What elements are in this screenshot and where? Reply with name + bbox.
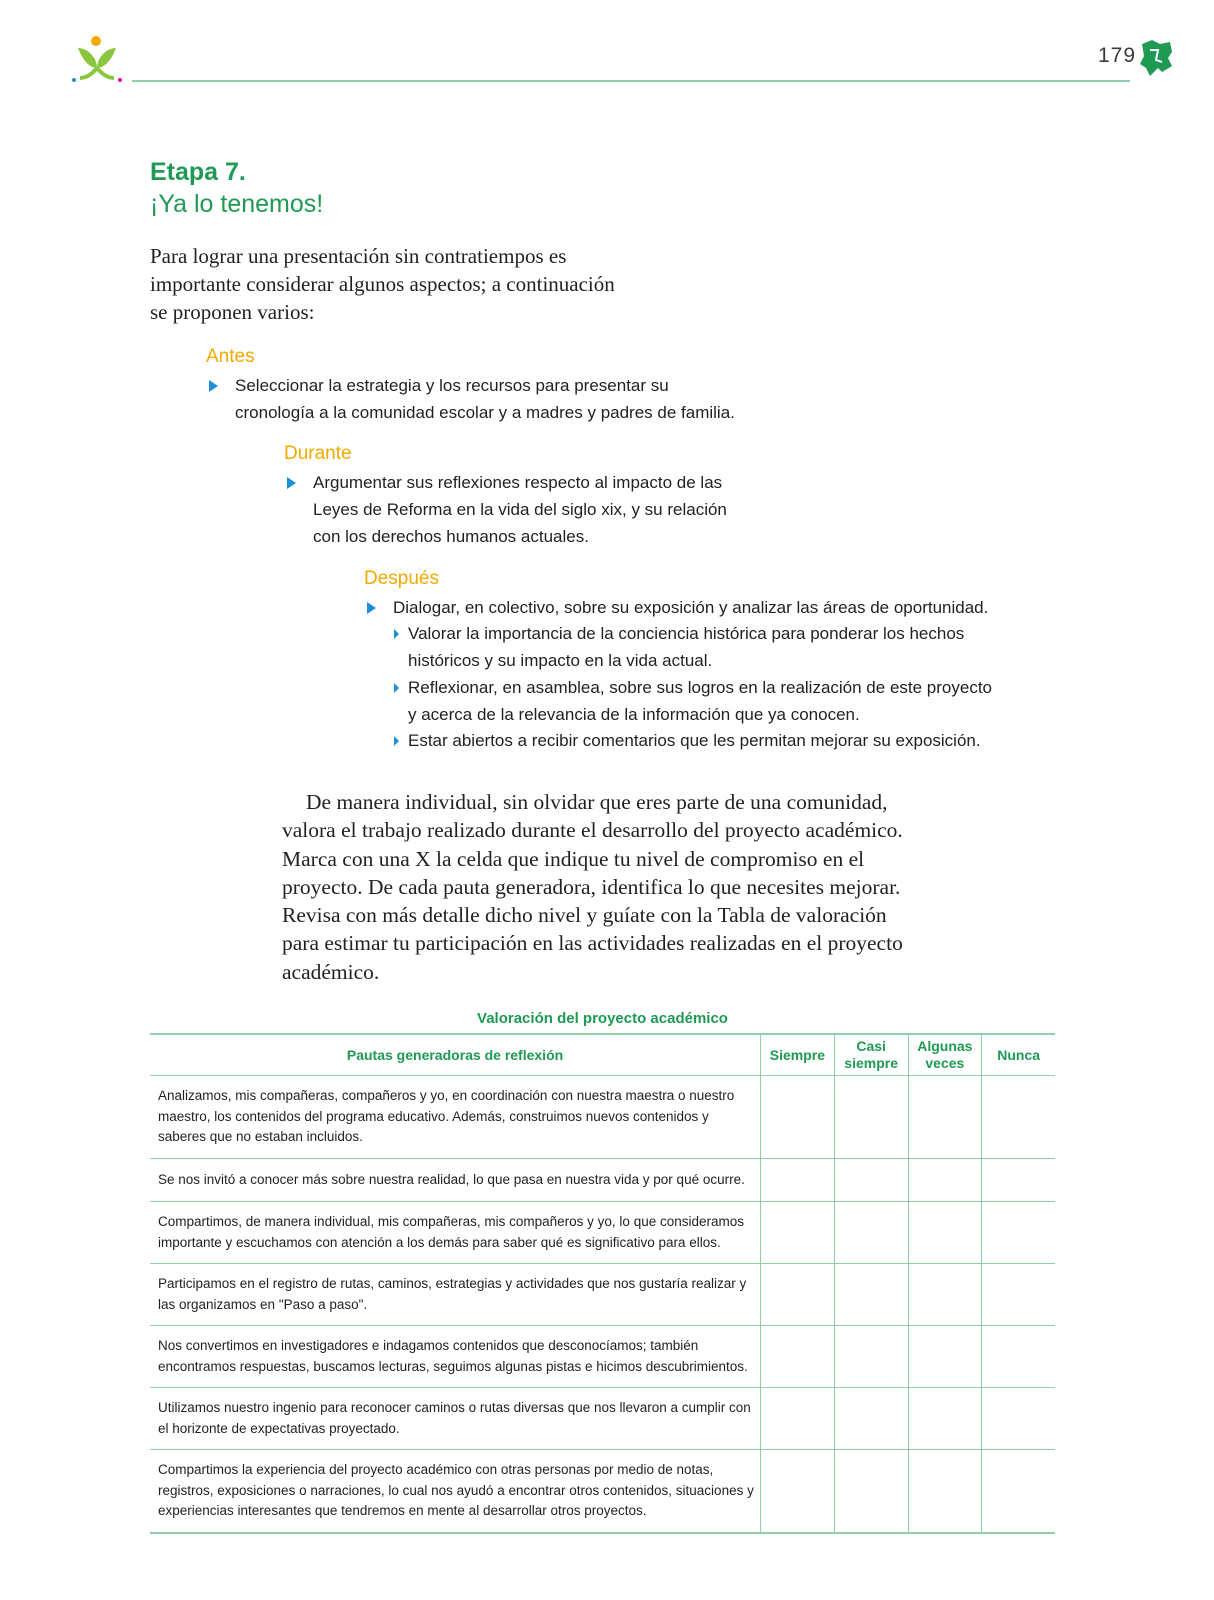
header-siempre: Siempre xyxy=(761,1034,835,1076)
table-row xyxy=(150,1159,1055,1202)
despues-sub-bullet-1-line-1: Valorar la importancia de la conciencia histórica para ponderar los hechos xyxy=(408,624,965,643)
book-logo-icon xyxy=(70,34,128,84)
cell-algunas-veces[interactable] xyxy=(908,1326,982,1388)
header-nunca: Nunca xyxy=(982,1034,1055,1076)
cell-siempre[interactable] xyxy=(761,1388,835,1450)
table-title: Valoración del proyecto académico xyxy=(477,1010,728,1027)
cell-nunca[interactable] xyxy=(982,1076,1055,1159)
antes-bullet-line-1: Seleccionar la estrategia y los recursos para presentar su xyxy=(235,376,669,395)
cell-casi-siempre[interactable] xyxy=(834,1326,908,1388)
header-algunas-veces: Algunas veces xyxy=(908,1034,982,1076)
cell-algunas-veces[interactable] xyxy=(908,1202,982,1264)
cell-algunas-veces[interactable] xyxy=(908,1264,982,1326)
despues-bullet: Dialogar, en colectivo, sobre su exposición y analizar las áreas de oportunidad. xyxy=(393,598,989,617)
sub-bullet-icon xyxy=(394,683,399,693)
cell-nunca[interactable] xyxy=(982,1450,1055,1534)
cell-algunas-veces[interactable] xyxy=(908,1159,982,1202)
table-row xyxy=(150,1264,1055,1326)
header-pautas: Pautas generadoras de reflexión xyxy=(150,1034,761,1076)
durante-bullet-line-2: Leyes de Reforma en la vida del siglo xix, y su relación xyxy=(313,500,727,519)
header-rule xyxy=(132,80,1130,82)
cell-casi-siempre[interactable] xyxy=(834,1388,908,1450)
cell-casi-siempre[interactable] xyxy=(834,1450,908,1534)
cell-casi-siempre[interactable] xyxy=(834,1076,908,1159)
header-casi-siempre: Casi siempre xyxy=(834,1034,908,1076)
cell-algunas-veces[interactable] xyxy=(908,1076,982,1159)
intro-text: Para lograr una presentación sin contratiempos es importante considerar algunos aspectos; a continuación se proponen varios: xyxy=(150,244,615,324)
cell-siempre[interactable] xyxy=(761,1202,835,1264)
cell-casi-siempre[interactable] xyxy=(834,1264,908,1326)
row-text: Analizamos, mis compañeras, compañeros y yo, en coordinación con nuestra maestra o nuestro maestro, los contenidos del programa educativo. Además, construimos nuevos contenidos y saberes que no estaban incluidos. xyxy=(150,1076,761,1159)
stage-title: Etapa 7. xyxy=(150,158,246,186)
durante-bullet-line-3: con los derechos humanos actuales. xyxy=(313,527,589,546)
table-row xyxy=(150,1450,1055,1534)
cell-casi-siempre[interactable] xyxy=(834,1159,908,1202)
despues-sub-bullet-3: Estar abiertos a recibir comentarios que les permitan mejorar su exposición. xyxy=(408,731,981,750)
cell-nunca[interactable] xyxy=(982,1264,1055,1326)
page-number: 179 xyxy=(1098,44,1137,67)
despues-heading: Después xyxy=(364,568,439,589)
sub-bullet-icon xyxy=(394,736,399,746)
cell-nunca[interactable] xyxy=(982,1326,1055,1388)
table-header-row xyxy=(150,1034,1055,1076)
row-text: Nos convertimos en investigadores e indagamos contenidos que desconocíamos; también encontramos respuestas, buscamos lecturas, seguimos algunas pistas e hicimos descubrimientos. xyxy=(150,1326,761,1388)
stage-subtitle: ¡Ya lo tenemos! xyxy=(150,190,324,218)
cell-siempre[interactable] xyxy=(761,1450,835,1534)
antes-heading: Antes xyxy=(206,346,255,367)
bullet-arrow-icon xyxy=(287,477,296,489)
assessment-table xyxy=(150,1033,1055,1534)
instructions-paragraph: De manera individual, sin olvidar que eres parte de una comunidad, valora el trabajo realizado durante el desarrollo del proyecto académico. Marca con una X la celda que indique tu nivel de compromiso en el proyecto. De cada pauta generadora, identifica lo que necesites mejorar. Revisa con más detalle dicho nivel y guíate con la Tabla de valoración para estimar tu participación en las actividades realizadas en el proyecto académico. xyxy=(282,790,903,984)
row-text: Compartimos, de manera individual, mis compañeras, mis compañeros y yo, lo que consideramos importante y escuchamos con atención a los demás para saber qué es significativo para ellos. xyxy=(150,1202,761,1264)
cell-casi-siempre[interactable] xyxy=(834,1202,908,1264)
cell-siempre[interactable] xyxy=(761,1159,835,1202)
bullet-arrow-icon xyxy=(367,602,376,614)
antes-bullet-line-2: cronología a la comunidad escolar y a madres y padres de familia. xyxy=(235,403,735,422)
bullet-arrow-icon xyxy=(209,380,218,392)
table-row xyxy=(150,1388,1055,1450)
cell-algunas-veces[interactable] xyxy=(908,1450,982,1534)
cell-siempre[interactable] xyxy=(761,1076,835,1159)
cell-nunca[interactable] xyxy=(982,1202,1055,1264)
cell-algunas-veces[interactable] xyxy=(908,1388,982,1450)
table-row xyxy=(150,1326,1055,1388)
table-row xyxy=(150,1202,1055,1264)
green-stamp-icon xyxy=(1138,38,1174,78)
table-row xyxy=(150,1076,1055,1159)
row-text: Participamos en el registro de rutas, caminos, estrategias y actividades que nos gustaría realizar y las organizamos en "Paso a paso". xyxy=(150,1264,761,1326)
cell-nunca[interactable] xyxy=(982,1159,1055,1202)
despues-sub-bullet-2-line-2: y acerca de la relevancia de la información que ya conocen. xyxy=(408,705,860,724)
cell-nunca[interactable] xyxy=(982,1388,1055,1450)
cell-siempre[interactable] xyxy=(761,1326,835,1388)
row-text: Utilizamos nuestro ingenio para reconocer caminos o rutas diversas que nos llevaron a cumplir con el horizonte de expectativas proyectado. xyxy=(150,1388,761,1450)
row-text: Se nos invitó a conocer más sobre nuestra realidad, lo que pasa en nuestra vida y por qué ocurre. xyxy=(150,1159,761,1202)
row-text: Compartimos la experiencia del proyecto académico con otras personas por medio de notas, registros, exposiciones o narraciones, lo cual nos ayudó a encontrar otros contenidos, situaciones y experiencias interesantes que tendremos en mente al desarrollar otros proyectos. xyxy=(150,1450,761,1534)
durante-bullet-line-1: Argumentar sus reflexiones respecto al impacto de las xyxy=(313,473,723,492)
cell-siempre[interactable] xyxy=(761,1264,835,1326)
sub-bullet-icon xyxy=(394,629,399,639)
durante-heading: Durante xyxy=(284,443,352,464)
despues-sub-bullet-1-line-2: históricos y su impacto en la vida actual. xyxy=(408,651,713,670)
despues-sub-bullet-2-line-1: Reflexionar, en asamblea, sobre sus logros en la realización de este proyecto xyxy=(408,678,993,697)
